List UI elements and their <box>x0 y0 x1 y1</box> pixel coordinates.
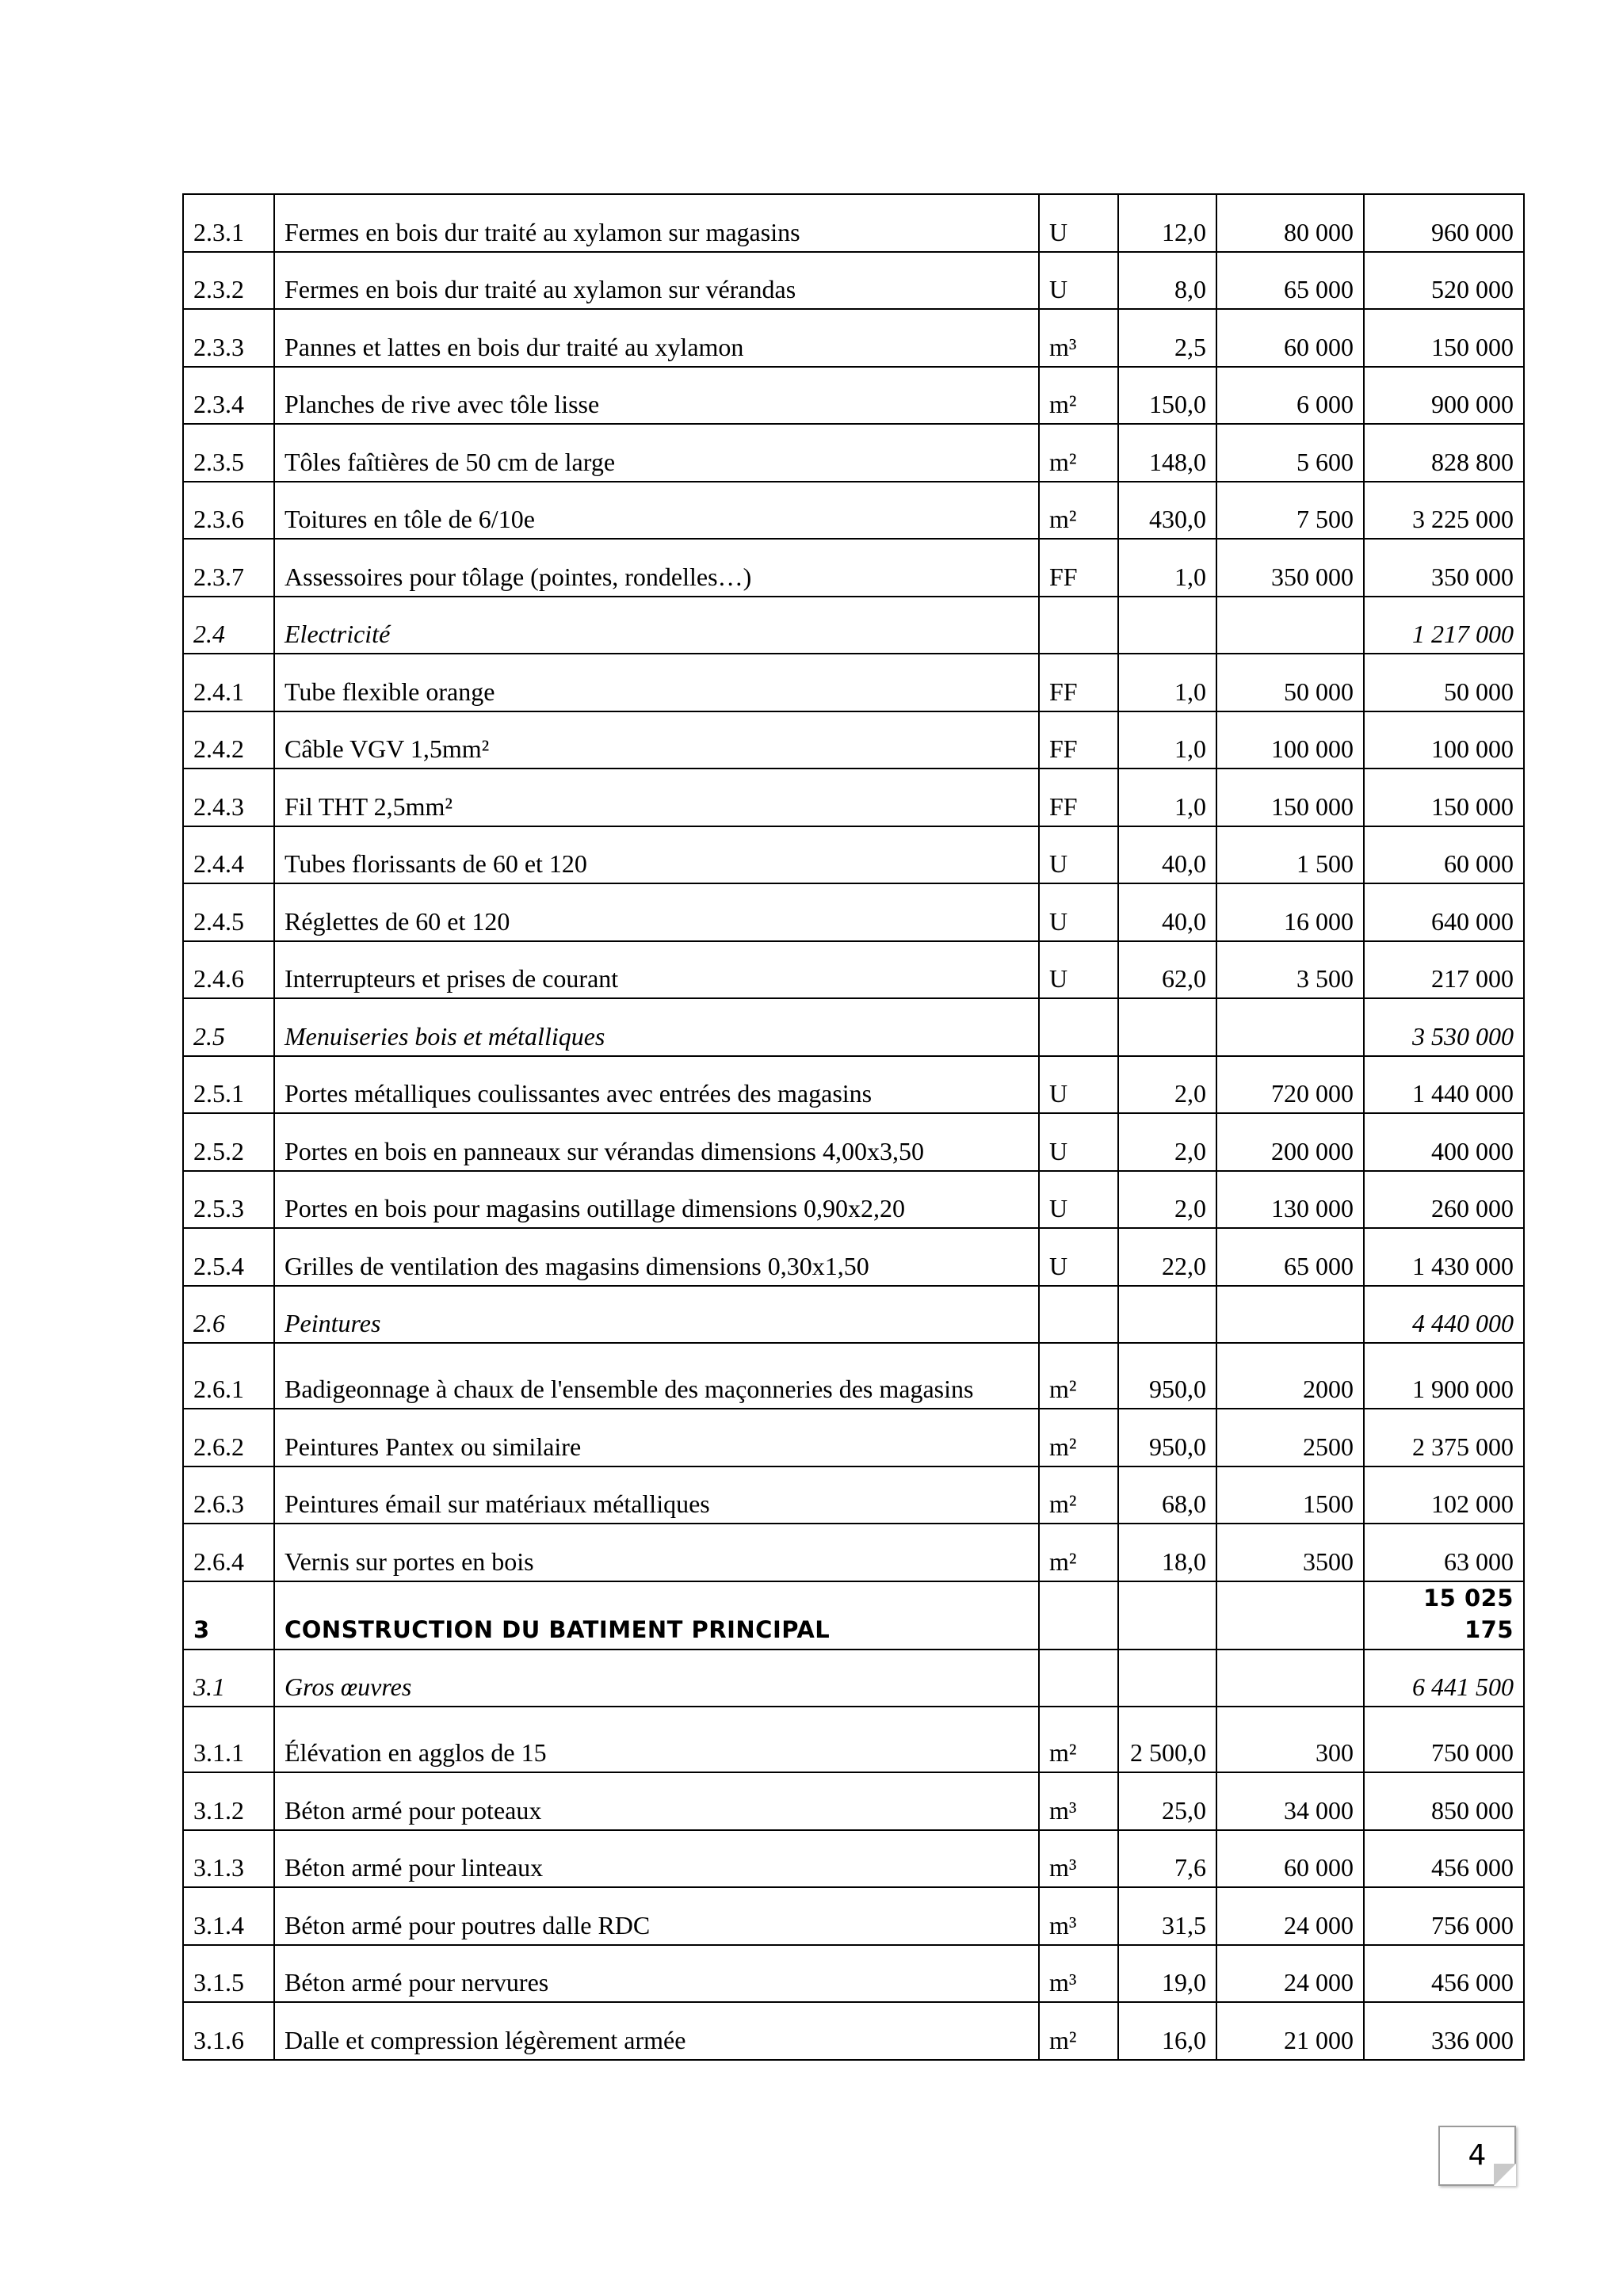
table-row <box>183 252 1524 310</box>
cell-designation: Tôles faîtières de 50 cm de large <box>274 424 1039 482</box>
cell-quantity: 2 500,0 <box>1118 1707 1216 1772</box>
table-row <box>183 367 1524 425</box>
cell-quantity: 148,0 <box>1118 424 1216 482</box>
cell-amount: 150 000 <box>1364 769 1524 826</box>
cell-unit-price: 1500 <box>1216 1466 1364 1524</box>
cell-code: 2.3.6 <box>183 482 274 540</box>
cell-designation: CONSTRUCTION DU BATIMENT PRINCIPAL <box>274 1581 1039 1650</box>
cell-quantity: 1,0 <box>1118 769 1216 826</box>
cell-code: 2.4.5 <box>183 883 274 941</box>
cell-unit: m² <box>1039 2002 1118 2060</box>
cell-unit-price <box>1216 597 1364 654</box>
cell-unit-price: 65 000 <box>1216 1228 1364 1286</box>
cell-quantity: 68,0 <box>1118 1466 1216 1524</box>
cell-quantity: 430,0 <box>1118 482 1216 540</box>
cell-amount: 850 000 <box>1364 1772 1524 1830</box>
cell-designation: Electricité <box>274 597 1039 654</box>
cell-quantity <box>1118 597 1216 654</box>
cell-designation: Interrupteurs et prises de courant <box>274 941 1039 999</box>
cell-quantity: 62,0 <box>1118 941 1216 999</box>
cell-unit-price: 130 000 <box>1216 1171 1364 1229</box>
cell-code: 2.5 <box>183 998 274 1056</box>
cell-amount: 456 000 <box>1364 1830 1524 1888</box>
cell-quantity: 1,0 <box>1118 711 1216 769</box>
cell-unit-price: 3 500 <box>1216 941 1364 999</box>
cell-unit: U <box>1039 1228 1118 1286</box>
cell-unit-price: 720 000 <box>1216 1056 1364 1114</box>
cell-quantity <box>1118 1650 1216 1707</box>
cell-quantity: 18,0 <box>1118 1524 1216 1581</box>
cell-quantity: 2,5 <box>1118 309 1216 367</box>
cell-code: 3.1.3 <box>183 1830 274 1888</box>
cell-unit-price: 50 000 <box>1216 654 1364 711</box>
table-body <box>183 194 1524 2060</box>
cell-unit-price: 6 000 <box>1216 367 1364 425</box>
cell-unit: m² <box>1039 367 1118 425</box>
cell-unit <box>1039 998 1118 1056</box>
cell-amount: 456 000 <box>1364 1945 1524 2003</box>
table-row <box>183 2002 1524 2060</box>
cell-amount: 960 000 <box>1364 194 1524 252</box>
cell-designation: Béton armé pour poteaux <box>274 1772 1039 1830</box>
cell-amount: 102 000 <box>1364 1466 1524 1524</box>
cell-code: 2.3.2 <box>183 252 274 310</box>
cell-unit-price: 1 500 <box>1216 826 1364 884</box>
cell-quantity: 1,0 <box>1118 654 1216 711</box>
section-row <box>183 1581 1524 1650</box>
cell-quantity <box>1118 1581 1216 1650</box>
cell-unit: U <box>1039 883 1118 941</box>
cell-amount: 63 000 <box>1364 1524 1524 1581</box>
cell-code: 2.6 <box>183 1286 274 1344</box>
cell-quantity: 22,0 <box>1118 1228 1216 1286</box>
cell-unit: m² <box>1039 1466 1118 1524</box>
cell-unit-price: 60 000 <box>1216 1830 1364 1888</box>
cell-quantity: 950,0 <box>1118 1409 1216 1466</box>
cell-code: 2.4.6 <box>183 941 274 999</box>
cell-unit: FF <box>1039 711 1118 769</box>
cell-unit: U <box>1039 1113 1118 1171</box>
cell-quantity: 40,0 <box>1118 826 1216 884</box>
cell-amount: 900 000 <box>1364 367 1524 425</box>
bill-of-quantities-table <box>182 193 1525 2061</box>
table-row <box>183 1343 1524 1409</box>
subsection-row <box>183 1650 1524 1707</box>
cell-quantity: 2,0 <box>1118 1056 1216 1114</box>
table-row <box>183 654 1524 711</box>
cell-code: 2.5.2 <box>183 1113 274 1171</box>
cell-unit: U <box>1039 941 1118 999</box>
cell-quantity <box>1118 1286 1216 1344</box>
cell-code: 2.4.4 <box>183 826 274 884</box>
cell-quantity: 16,0 <box>1118 2002 1216 2060</box>
cell-code: 3 <box>183 1581 274 1650</box>
cell-unit: m² <box>1039 1707 1118 1772</box>
cell-amount: 750 000 <box>1364 1707 1524 1772</box>
cell-unit <box>1039 1286 1118 1344</box>
table-row <box>183 1707 1524 1772</box>
cell-code: 2.6.1 <box>183 1343 274 1409</box>
cell-code: 2.3.4 <box>183 367 274 425</box>
cell-unit-price: 24 000 <box>1216 1887 1364 1945</box>
cell-code: 3.1.5 <box>183 1945 274 2003</box>
cell-unit: m³ <box>1039 1772 1118 1830</box>
cell-amount: 400 000 <box>1364 1113 1524 1171</box>
cell-unit: m³ <box>1039 1945 1118 2003</box>
cell-designation: Portes en bois pour magasins outillage dimensions 0,90x2,20 <box>274 1171 1039 1229</box>
cell-designation: Menuiseries bois et métalliques <box>274 998 1039 1056</box>
cell-code: 2.3.3 <box>183 309 274 367</box>
cell-amount: 3 530 000 <box>1364 998 1524 1056</box>
cell-unit: FF <box>1039 769 1118 826</box>
cell-designation: Assessoires pour tôlage (pointes, rondelles…) <box>274 539 1039 597</box>
cell-designation: Gros œuvres <box>274 1650 1039 1707</box>
cell-code: 2.3.5 <box>183 424 274 482</box>
cell-designation: Peintures <box>274 1286 1039 1344</box>
cell-amount: 1 430 000 <box>1364 1228 1524 1286</box>
cell-quantity: 2,0 <box>1118 1113 1216 1171</box>
subsection-row <box>183 597 1524 654</box>
cell-amount: 3 225 000 <box>1364 482 1524 540</box>
cell-unit-price: 150 000 <box>1216 769 1364 826</box>
cell-code: 2.5.4 <box>183 1228 274 1286</box>
cell-code: 3.1.2 <box>183 1772 274 1830</box>
cell-amount: 217 000 <box>1364 941 1524 999</box>
cell-amount: 336 000 <box>1364 2002 1524 2060</box>
table-row <box>183 1228 1524 1286</box>
cell-unit-price: 24 000 <box>1216 1945 1364 2003</box>
table-row <box>183 1887 1524 1945</box>
table-row <box>183 769 1524 826</box>
cell-quantity: 1,0 <box>1118 539 1216 597</box>
cell-amount: 15 025 175 <box>1364 1581 1524 1650</box>
cell-unit: U <box>1039 826 1118 884</box>
cell-designation: Tubes florissants de 60 et 120 <box>274 826 1039 884</box>
cell-code: 3.1 <box>183 1650 274 1707</box>
page-number-box <box>1438 2126 1516 2186</box>
cell-unit: m² <box>1039 424 1118 482</box>
cell-code: 2.3.1 <box>183 194 274 252</box>
cell-code: 2.4.2 <box>183 711 274 769</box>
cell-amount: 100 000 <box>1364 711 1524 769</box>
cell-unit-price: 100 000 <box>1216 711 1364 769</box>
cell-designation: Béton armé pour linteaux <box>274 1830 1039 1888</box>
cell-quantity: 150,0 <box>1118 367 1216 425</box>
cell-quantity: 40,0 <box>1118 883 1216 941</box>
cell-unit-price: 21 000 <box>1216 2002 1364 2060</box>
cell-designation: Grilles de ventilation des magasins dimensions 0,30x1,50 <box>274 1228 1039 1286</box>
table-row <box>183 941 1524 999</box>
cell-unit: FF <box>1039 539 1118 597</box>
cell-designation: Élévation en agglos de 15 <box>274 1707 1039 1772</box>
cell-unit-price: 65 000 <box>1216 252 1364 310</box>
cell-unit <box>1039 597 1118 654</box>
cell-unit: FF <box>1039 654 1118 711</box>
cell-quantity: 12,0 <box>1118 194 1216 252</box>
cell-designation: Portes métalliques coulissantes avec entrées des magasins <box>274 1056 1039 1114</box>
cell-designation: Vernis sur portes en bois <box>274 1524 1039 1581</box>
cell-unit <box>1039 1581 1118 1650</box>
cell-code: 2.4.1 <box>183 654 274 711</box>
cell-amount: 50 000 <box>1364 654 1524 711</box>
table-row <box>183 1409 1524 1466</box>
table-row <box>183 1524 1524 1581</box>
cell-designation: Badigeonnage à chaux de l'ensemble des maçonneries des magasins <box>274 1343 1039 1409</box>
cell-unit-price: 300 <box>1216 1707 1364 1772</box>
cell-code: 2.5.3 <box>183 1171 274 1229</box>
cell-quantity: 8,0 <box>1118 252 1216 310</box>
cell-amount: 350 000 <box>1364 539 1524 597</box>
cell-unit-price <box>1216 998 1364 1056</box>
cell-amount: 828 800 <box>1364 424 1524 482</box>
cell-code: 2.6.4 <box>183 1524 274 1581</box>
cell-code: 3.1.1 <box>183 1707 274 1772</box>
cell-amount: 4 440 000 <box>1364 1286 1524 1344</box>
table-row <box>183 482 1524 540</box>
cell-unit-price <box>1216 1581 1364 1650</box>
cell-unit-price: 7 500 <box>1216 482 1364 540</box>
cell-amount: 60 000 <box>1364 826 1524 884</box>
cell-unit-price <box>1216 1286 1364 1344</box>
cell-code: 3.1.6 <box>183 2002 274 2060</box>
cell-designation: Peintures émail sur matériaux métalliques <box>274 1466 1039 1524</box>
cell-amount: 520 000 <box>1364 252 1524 310</box>
table-row <box>183 424 1524 482</box>
table-row <box>183 1056 1524 1114</box>
cell-unit-price: 3500 <box>1216 1524 1364 1581</box>
cell-unit-price: 80 000 <box>1216 194 1364 252</box>
cell-unit-price <box>1216 1650 1364 1707</box>
cell-amount: 6 441 500 <box>1364 1650 1524 1707</box>
cell-amount: 756 000 <box>1364 1887 1524 1945</box>
cell-designation: Portes en bois en panneaux sur vérandas dimensions 4,00x3,50 <box>274 1113 1039 1171</box>
cell-designation: Peintures Pantex ou similaire <box>274 1409 1039 1466</box>
cell-designation: Tube flexible orange <box>274 654 1039 711</box>
cell-code: 2.4.3 <box>183 769 274 826</box>
cell-designation: Béton armé pour nervures <box>274 1945 1039 2003</box>
cell-designation: Toitures en tôle de 6/10e <box>274 482 1039 540</box>
cell-amount: 150 000 <box>1364 309 1524 367</box>
cell-designation: Fil THT 2,5mm² <box>274 769 1039 826</box>
cell-code: 2.5.1 <box>183 1056 274 1114</box>
cell-unit: m³ <box>1039 1830 1118 1888</box>
cell-unit: m² <box>1039 1343 1118 1409</box>
cell-quantity: 19,0 <box>1118 1945 1216 2003</box>
cell-unit-price: 16 000 <box>1216 883 1364 941</box>
cell-unit: m³ <box>1039 1887 1118 1945</box>
table-row <box>183 1113 1524 1171</box>
cell-unit-price: 5 600 <box>1216 424 1364 482</box>
cell-code: 2.4 <box>183 597 274 654</box>
table-row <box>183 194 1524 252</box>
cell-unit-price: 60 000 <box>1216 309 1364 367</box>
cell-quantity: 2,0 <box>1118 1171 1216 1229</box>
cell-code: 2.3.7 <box>183 539 274 597</box>
subsection-row <box>183 1286 1524 1344</box>
cell-quantity: 7,6 <box>1118 1830 1216 1888</box>
table-row <box>183 826 1524 884</box>
cell-designation: Pannes et lattes en bois dur traité au xylamon <box>274 309 1039 367</box>
cell-code: 2.6.3 <box>183 1466 274 1524</box>
cell-quantity: 25,0 <box>1118 1772 1216 1830</box>
table-row <box>183 539 1524 597</box>
table-row <box>183 1945 1524 2003</box>
cell-amount: 1 440 000 <box>1364 1056 1524 1114</box>
cell-quantity: 950,0 <box>1118 1343 1216 1409</box>
table-row <box>183 309 1524 367</box>
cell-amount: 1 217 000 <box>1364 597 1524 654</box>
cell-unit-price: 2000 <box>1216 1343 1364 1409</box>
cell-unit-price: 350 000 <box>1216 539 1364 597</box>
cell-unit: m² <box>1039 482 1118 540</box>
cell-amount: 640 000 <box>1364 883 1524 941</box>
table-row <box>183 711 1524 769</box>
cell-designation: Fermes en bois dur traité au xylamon sur magasins <box>274 194 1039 252</box>
page-curl-decoration <box>1494 2164 1516 2186</box>
table-row <box>183 1466 1524 1524</box>
cell-unit: U <box>1039 1171 1118 1229</box>
cell-unit-price: 2500 <box>1216 1409 1364 1466</box>
cell-unit: U <box>1039 1056 1118 1114</box>
cell-code: 3.1.4 <box>183 1887 274 1945</box>
table-row <box>183 1772 1524 1830</box>
page-number: 4 <box>1468 2139 1487 2172</box>
cell-designation: Béton armé pour poutres dalle RDC <box>274 1887 1039 1945</box>
cell-designation: Dalle et compression légèrement armée <box>274 2002 1039 2060</box>
cell-unit: U <box>1039 252 1118 310</box>
table-row <box>183 1830 1524 1888</box>
cell-unit: U <box>1039 194 1118 252</box>
cell-unit: m² <box>1039 1409 1118 1466</box>
cell-unit-price: 200 000 <box>1216 1113 1364 1171</box>
cell-quantity <box>1118 998 1216 1056</box>
cell-designation: Fermes en bois dur traité au xylamon sur vérandas <box>274 252 1039 310</box>
cell-amount: 260 000 <box>1364 1171 1524 1229</box>
cell-unit: m² <box>1039 1524 1118 1581</box>
subsection-row <box>183 998 1524 1056</box>
cell-designation: Planches de rive avec tôle lisse <box>274 367 1039 425</box>
cell-unit <box>1039 1650 1118 1707</box>
cell-quantity: 31,5 <box>1118 1887 1216 1945</box>
cell-code: 2.6.2 <box>183 1409 274 1466</box>
cell-designation: Réglettes de 60 et 120 <box>274 883 1039 941</box>
table-row <box>183 1171 1524 1229</box>
cell-unit-price: 34 000 <box>1216 1772 1364 1830</box>
cell-unit: m³ <box>1039 309 1118 367</box>
cell-amount: 2 375 000 <box>1364 1409 1524 1466</box>
table-row <box>183 883 1524 941</box>
cell-amount: 1 900 000 <box>1364 1343 1524 1409</box>
cell-designation: Câble VGV 1,5mm² <box>274 711 1039 769</box>
